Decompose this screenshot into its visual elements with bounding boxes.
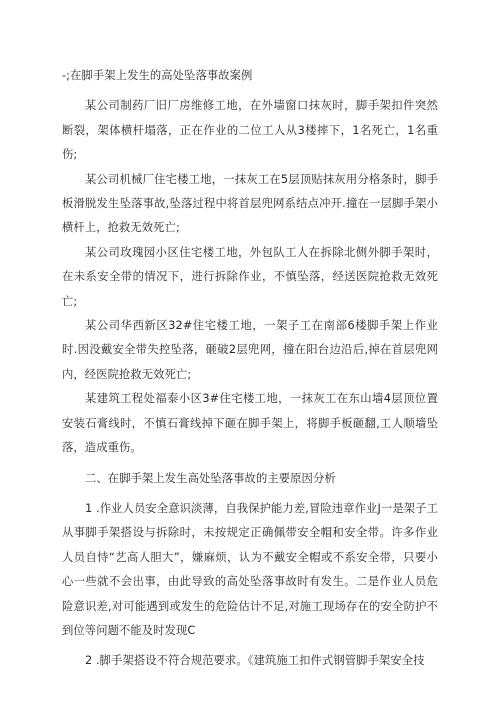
section-heading-cases: -;在脚手架上发生的高处坠落事故案例 — [62, 69, 253, 82]
case-paragraph: 某建筑工程处福泰小区3#住宅楼工地，一抹灰工在东山墙4层顶位置安装石膏线时，不慎石膏线掉下砸在脚手架上，将脚手板砸翻,工人顺墙坠落，造成重伤。 — [62, 392, 438, 455]
document-body — [62, 64, 438, 674]
case-paragraph: 某公司制药厂旧厂房维修工地，在外墙窗口抹灰时，脚手架扣件突然断裂，架体横杆塌落，正在作业的二位工人从3楼摔下，1名死亡，1名重伤; — [62, 99, 438, 162]
case-paragraph: 某公司机械厂住宅楼工地，一抹灰工在5层顶贴抹灰用分格条时，脚手板滑脱发生坠落事故,坠落过程中将首层兜网系结点冲开.撞在一层脚手架小横杆上，抢救无效死亡; — [62, 172, 438, 235]
section-heading-causes: 二、在脚手架上发生高处坠落事故的主要原因分析 — [85, 471, 336, 485]
case-paragraph: 某公司华西新区32#住宅楼工地，一架子工在南部6楼脚手架上作业时.因没戴安全带失控坠落，砸破2层兜网，撞在阳台边沿后,掉在首层兜网内，经医院抢救无效死亡; — [62, 319, 438, 381]
cause-paragraph: 1 .作业人员安全意识淡薄，自我保护能力差,冒险违章作业J一是架子工从事脚手架搭设与拆除时，未按规定正确佩带安全帽和安全带。许多作业人员自恃“艺高人胆大”，嫌麻烦，认为不戴安全帽或不系安全带，只要小心一些就不会出事，由此导致的高处坠落事故时有发生。二是作业人员危险意识差,对可能遇到或发生的危险估计不足,对施工现场存在的安全防护不到位等问题不能及时发现C — [62, 501, 438, 637]
case-paragraph: 某公司玫瑰园小区住宅楼工地，外包队工人在拆除北侧外脚手架时，在未系安全带的情况下，进行拆除作业，不慎坠落，经送医院抢救无效死亡; — [62, 245, 438, 308]
cause-paragraph: 2 .脚手架搭设不符合规范要求。《建筑施工扣件式钢管脚手架安全技 — [85, 654, 425, 668]
